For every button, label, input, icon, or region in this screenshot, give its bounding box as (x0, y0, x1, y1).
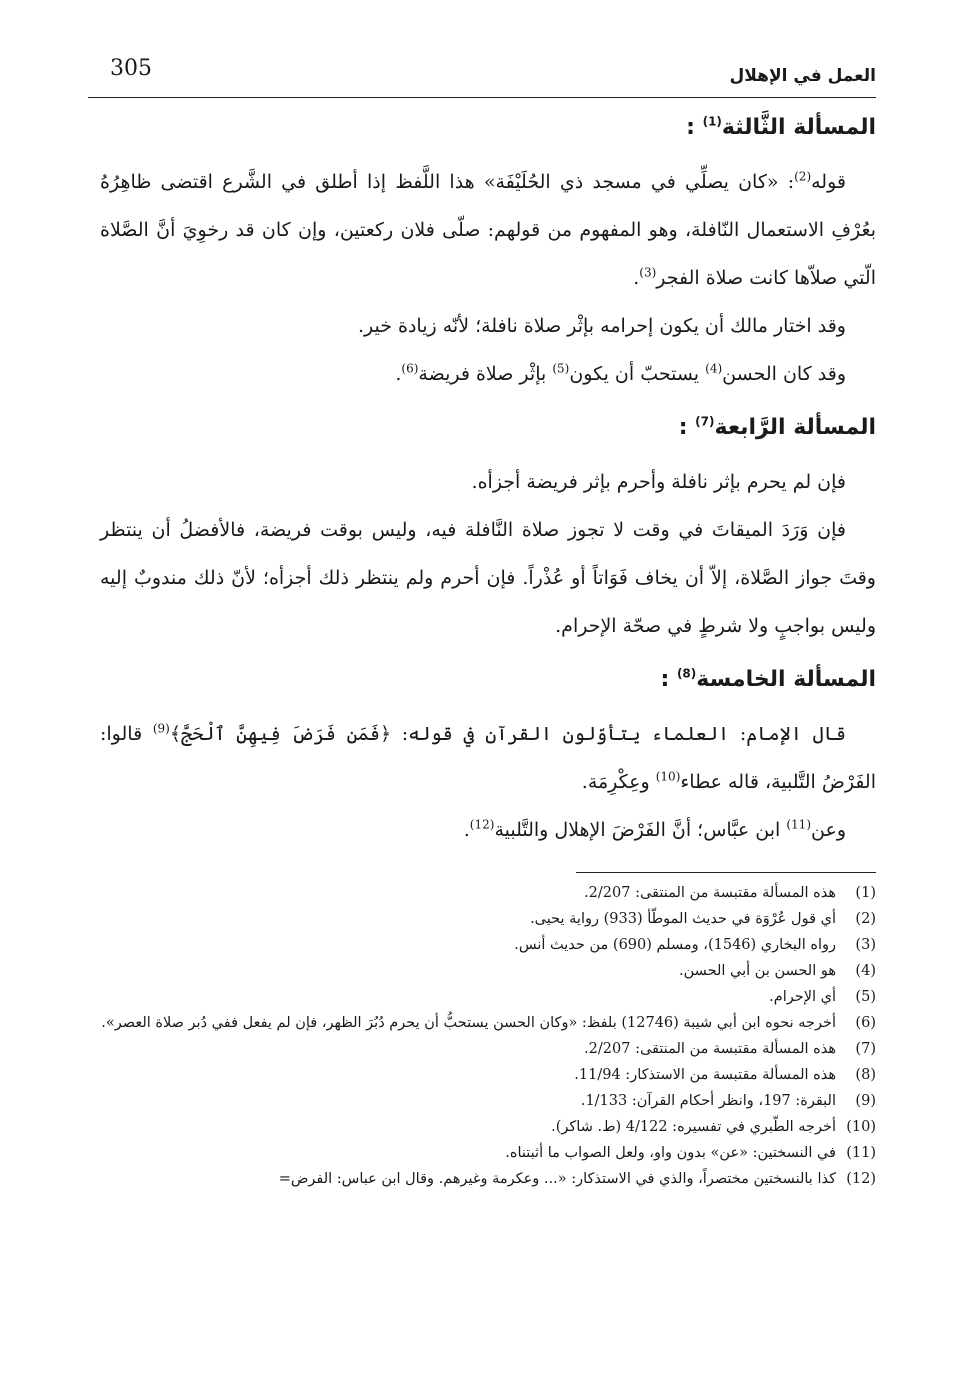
footnote: (10) أخرجه الطّبري في تفسيره: 4/122 (ط. شاكر). (551, 1119, 876, 1135)
footnote: (3) رواه البخاري (1546)، ومسلم (690) من حديث أنس. (514, 937, 876, 953)
footnote: (12) كذا بالنسختين مختصراً، والذي في الاستذكار: «... وعكرمة وغيرهم. وقال ابن عباس: الفرض= (278, 1171, 876, 1187)
footnote-divider (576, 872, 876, 873)
footnote: (6) أخرجه نحوه ابن أبي شيبة (12746) بلفظ: «وكان الحسن يستحبُّ أن يحرم دُبُرَ الظهر، فإن لم يفعل ففي دُبر صلاة العصر». (101, 1015, 876, 1031)
paragraph: وقد كان الحسن$^{(4)}$ يستحبّ أن يكون$^{(5)}$ بإثْر صلاة فريضة$^{(6)}$. (395, 361, 846, 385)
section-heading-third: المسألة الثَّالثة$^{(1)}$ : (686, 114, 876, 140)
footnote: (7) هذه المسألة مقتبسة من المنتقى: 2/207. (584, 1041, 876, 1057)
spacer (100, 398, 876, 408)
footnote: (5) أي الإحرام. (769, 989, 876, 1005)
footnote: (11) في النسختين: «عن» بدون واو، ولعل الصواب ما أثبتناه. (505, 1145, 876, 1161)
spacer (100, 650, 876, 660)
footnotes (88, 880, 876, 1192)
main-text (100, 108, 876, 854)
footnote: (4) هو الحسن بن أبي الحسن. (679, 963, 876, 979)
page-header (88, 56, 876, 98)
header-divider (88, 97, 876, 98)
paragraph: قال الإمام: العلماء يتأوّلون القرآن في قوله: ﴿فَمَن فَرَضَ فِيهِنَّ ٱلْحَجَّ﴾$^{(9)}$ قالوا: الفَرْضُ التَّلبية، قاله عطاء$^{(10)}$ وعِكْرِمَة. (100, 721, 876, 793)
paragraph: وعن$^{(11)}$ ابن عبَّاس؛ أنَّ الفَرْضَ الإهلال والتَّلبية$^{(12)}$. (463, 817, 846, 841)
paragraph: قوله$^{(2)}$: «كان يصلِّي في مسجد ذي الحُلَيْفَة» هذا اللَّفظ إذا أطلق في الشَّرع اقتضى ظاهِرُهُ بعُرْفِ الاستعمال النّافلة، وهو المفهوم من قولهم: صلّى فلان ركعتين، وإن كان قد رخوِيَ أنَّ الصَّلاة الّتي صلاّها كانت صلاة الفجر$^{(3)}$. (100, 169, 876, 289)
section-heading-fourth: المسألة الرَّابعة$^{(7)}$ : (678, 414, 876, 440)
section-heading-fifth: المسألة الخامسة$^{(8)}$ : (660, 666, 876, 692)
paragraph: فإن لم يحرم بإثر نافلة وأحرم بإثر فريضة أجزأه. (471, 471, 846, 493)
page-number: 305 (110, 56, 152, 81)
paragraph: وقد اختار مالك أن يكون إحرامه بإثْر صلاة نافلة؛ لأنّه زيادة خير. (357, 315, 846, 337)
footnote: (8) هذه المسألة مقتبسة من الاستذكار: 11/94. (574, 1067, 876, 1083)
running-title: العمل في الإهلال (729, 66, 876, 86)
footnote: (2) أي قول عُرْوَة في حديث الموطّأ (933) رواية يحيى. (530, 911, 876, 927)
footnote: (9) البقرة: 197، وانظر أحكام القرآن: 1/133. (580, 1093, 876, 1109)
footnote: (1) هذه المسألة مقتبسة من المنتقى: 2/207. (584, 885, 876, 901)
paragraph: فإن وَرَدَ الميقاتَ في وقت لا تجوز صلاة النَّافلة فيه، وليس بوقت فريضة، فالأفضلُ أن ينتظر وقتَ جواز الصَّلاة، إلاّ أن يخاف فَوَاتاً أو عُذْراً. فإن أحرم ولم ينتظر ذلك أجزأه؛ لأنّ ذلك مندوبٌ إليه وليس بواجبٍ ولا شرطٍ في صحّة الإحرام. (100, 519, 876, 637)
